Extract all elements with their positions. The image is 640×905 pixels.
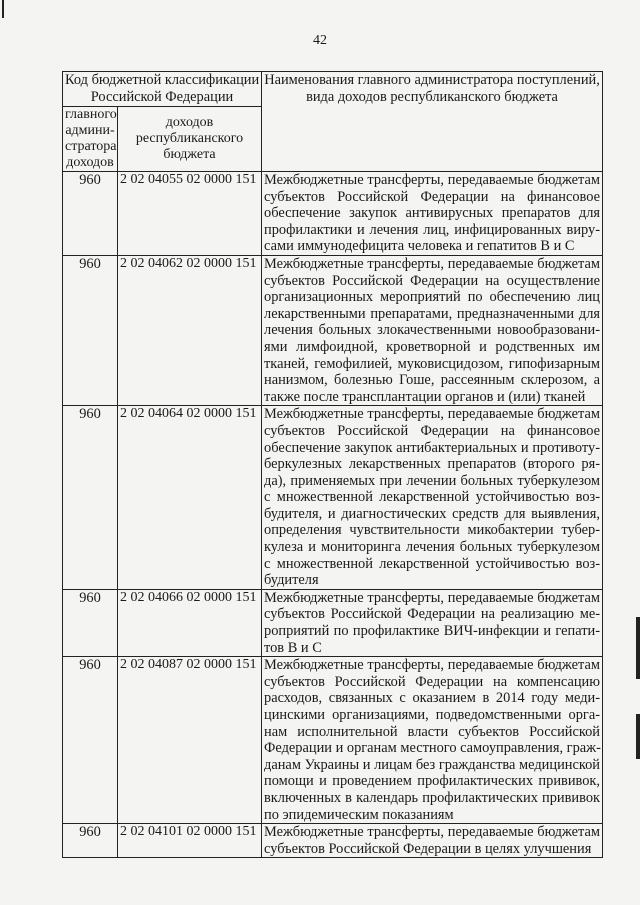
description-line: по эпидемическим показаниям [264, 806, 454, 823]
description-line: Межбюджетные трансферты, передаваемые бюджетам [264, 406, 601, 423]
description-line: также после трансплантации органов и (или) тканей [264, 388, 586, 405]
description-cell [262, 657, 603, 824]
page-number: 42 [313, 33, 327, 48]
table-header [63, 72, 603, 172]
scan-edge-mark [636, 714, 640, 759]
classification-group-header [63, 72, 262, 107]
description-line: лечения больных злокачественными новообразовани- [264, 322, 601, 339]
description-line: субъектов Российской Федерации на финансовое [264, 422, 601, 439]
income-code-cell: 2 02 04066 02 0000 151 [118, 589, 262, 656]
admin-column-header [63, 107, 118, 172]
description-line: включенных в календарь профилактических прививок [264, 789, 601, 806]
name-header-line: вида доходов республиканского бюджета [306, 88, 558, 105]
admin-code-cell: 960 [63, 406, 118, 590]
description-line: определения чувствительности микобактерии тубер- [264, 522, 601, 539]
table-row [63, 172, 603, 256]
budget-classification-table [62, 71, 603, 858]
description-cell [262, 589, 603, 656]
income-header-line: доходов [165, 115, 214, 130]
table-row [63, 824, 603, 858]
description-cell [262, 172, 603, 256]
description-cell [262, 406, 603, 590]
admin-header-line: главного [65, 107, 117, 122]
description-line: с множественной лекарственной устойчивостью воз- [264, 489, 601, 506]
description-line: Межбюджетные трансферты, передаваемые бюджетам [264, 172, 601, 188]
description-line: Федерации и органам местного самоуправления, граж- [264, 740, 601, 757]
income-column-header [118, 107, 262, 172]
income-header-line: бюджета [163, 147, 216, 162]
description-line: субъектов Российской Федерации на финансовое [264, 188, 601, 205]
description-line: субъектов Российской Федерации на осуществление [264, 272, 601, 289]
description-line: тов В и С [264, 639, 322, 656]
table-row [63, 657, 603, 824]
income-code-cell: 2 02 04087 02 0000 151 [118, 657, 262, 824]
income-code-cell: 2 02 04064 02 0000 151 [118, 406, 262, 590]
name-column-header [262, 72, 603, 172]
description-line: Межбюджетные трансферты, передаваемые бюджетам [264, 255, 601, 272]
scan-edge-mark [636, 617, 640, 679]
admin-header-line: стратора [65, 139, 117, 154]
description-line: лекарственными препаратами, предназначенными для [264, 305, 601, 322]
description-cell [262, 824, 603, 858]
description-line: обеспечение закупок антибактериальных и противоту- [264, 439, 601, 456]
scan-corner-mark [2, 0, 4, 18]
admin-code-cell: 960 [63, 824, 118, 858]
description-line: роприятий по профилактике ВИЧ-инфекции и гепати- [264, 623, 601, 640]
name-header-line: Наименования главного администратора поступлений, [264, 72, 600, 88]
description-line: цинскими организациями, подведомственными орга- [264, 707, 601, 723]
description-line: субъектов Российской Федерации на реализацию ме- [264, 606, 601, 623]
description-line: с множественной лекарственной устойчивостью воз- [264, 555, 601, 572]
description-line: субъектов Российской Федерации на компенсацию [264, 673, 601, 690]
description-line: тканей, гемофилией, муковисцидозом, гипофизарным [264, 355, 601, 372]
description-line: кулеза и мониторинга лечения больных туберкулезом [264, 539, 601, 556]
description-line: нам исполнительной власти субъектов Российской [264, 723, 601, 740]
description-line: Межбюджетные трансферты, передаваемые бюджетам [264, 589, 601, 606]
group-header-line: Российской Федерации [90, 89, 234, 105]
table-row [63, 406, 603, 590]
table-body [63, 172, 603, 858]
description-line: ями лимфоидной, кроветворной и родственных им [264, 338, 601, 355]
description-line: нанизмом, болезнью Гоше, рассеянным склерозом, а [264, 372, 601, 389]
description-line: будителя [264, 572, 319, 589]
description-line: Межбюджетные трансферты, передаваемые бюджетам [264, 824, 601, 841]
group-header-line: Код бюджетной классификации [65, 72, 260, 88]
income-code-cell: 2 02 04055 02 0000 151 [118, 172, 262, 256]
description-line: субъектов Российской Федерации в целях улучшения [264, 840, 592, 857]
description-line: данам Украины и лицам без гражданства медицинской [264, 756, 601, 773]
admin-code-cell: 960 [63, 589, 118, 656]
income-code-cell: 2 02 04101 02 0000 151 [118, 824, 262, 858]
income-header-line: республиканского [135, 131, 244, 146]
description-line: сами иммунодефицита человека и гепатитов В и С [264, 238, 575, 255]
description-line: да), применяемых при лечении больных туберкулезом [264, 472, 601, 489]
table-row [63, 589, 603, 656]
admin-header-line: доходов [66, 155, 114, 170]
description-line: будителя, и диагностических средств для выявления, [264, 505, 601, 522]
description-line: Межбюджетные трансферты, передаваемые бюджетам [264, 657, 601, 674]
table-row [63, 255, 603, 405]
description-line: помощи и проведением профилактических прививок, [264, 773, 601, 790]
description-line: расходов, связанных с оказанием в 2014 году меди- [264, 690, 601, 707]
description-cell [262, 255, 603, 405]
income-code-cell: 2 02 04062 02 0000 151 [118, 255, 262, 405]
admin-code-cell: 960 [63, 657, 118, 824]
description-line: организационных мероприятий по обеспечению лиц [264, 289, 601, 306]
admin-code-cell: 960 [63, 255, 118, 405]
description-line: обеспечение закупок антивирусных препаратов для [264, 205, 601, 222]
admin-code-cell: 960 [63, 172, 118, 256]
description-line: беркулезных лекарственных препаратов (второго ря- [264, 456, 601, 473]
admin-header-line: админи- [65, 123, 115, 138]
description-line: профилактики и лечения лиц, инфицированных виру- [264, 221, 601, 238]
